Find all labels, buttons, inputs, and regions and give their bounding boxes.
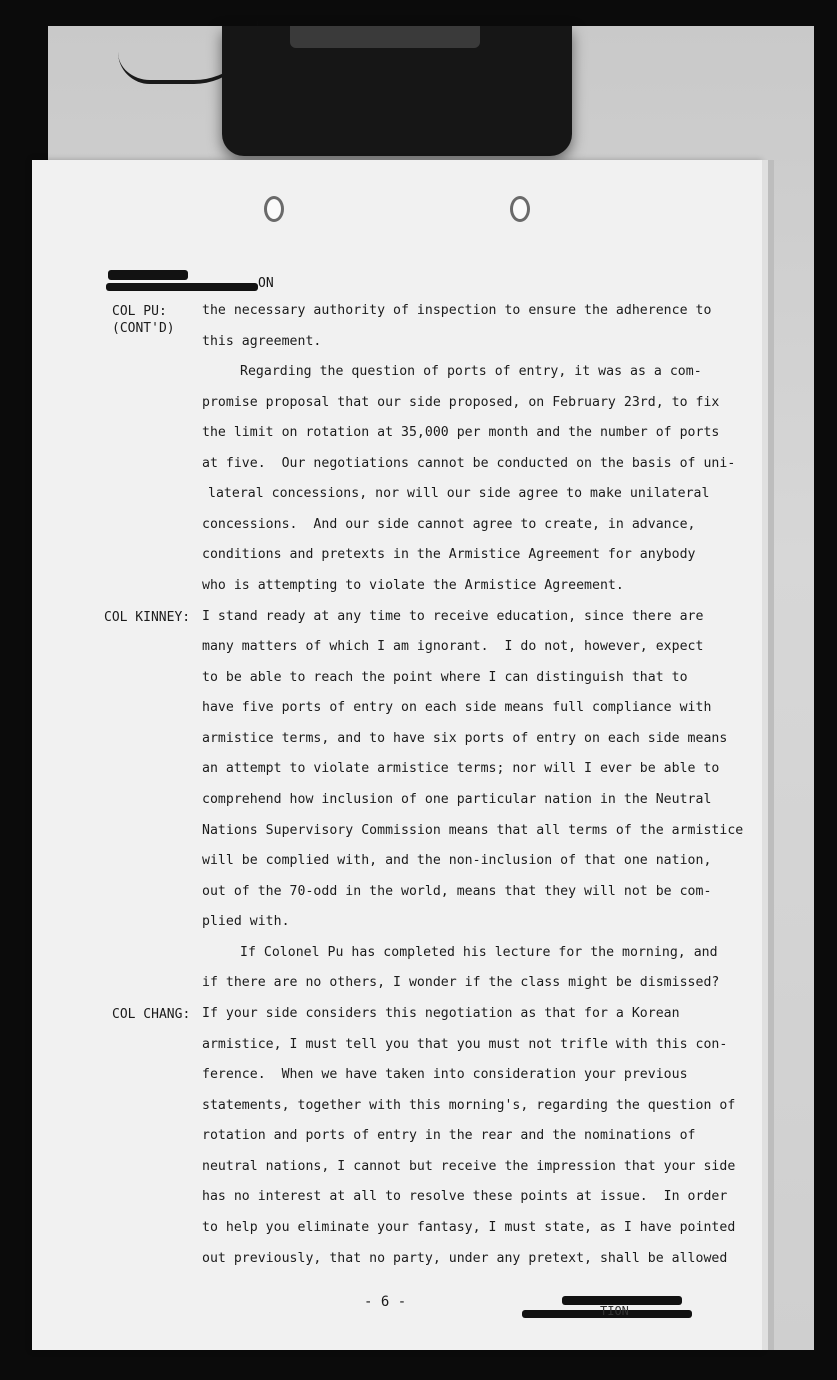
text-line: concessions. And our side cannot agree to create, in advance, <box>202 517 696 532</box>
text-line: Nations Supervisory Commission means that all terms of the armistice <box>202 823 744 838</box>
text-line: armistice, I must tell you that you must not trifle with this con- <box>202 1037 728 1052</box>
text-line: who is attempting to violate the Armistice Agreement. <box>202 578 624 593</box>
text-line: out of the 70-odd in the world, means that they will not be com- <box>202 884 712 899</box>
text-line: neutral nations, I cannot but receive the impression that your side <box>202 1159 736 1174</box>
redaction-bar <box>106 283 258 291</box>
text-line: If your side considers this negotiation as that for a Korean <box>202 1006 680 1021</box>
text-line: promise proposal that our side proposed, on February 23rd, to fix <box>202 395 720 410</box>
speaker-col-kinney: COL KINNEY: <box>104 610 191 625</box>
text-line: rotation and ports of entry in the rear and the nominations of <box>202 1128 696 1143</box>
text-line: the necessary authority of inspection to ensure the adherence to <box>202 303 712 318</box>
text-line: has no interest at all to resolve these points at issue. In order <box>202 1189 728 1204</box>
header-classification-text: ON <box>258 276 274 291</box>
redaction-bar <box>108 270 188 280</box>
text-line: ference. When we have taken into consideration your previous <box>202 1067 688 1082</box>
clip-counter <box>290 26 480 48</box>
footer-classification-redacted <box>522 1296 692 1328</box>
punch-hole-left <box>264 196 284 222</box>
text-line: have five ports of entry on each side means full compliance with <box>202 700 712 715</box>
text-line: to be able to reach the point where I can distinguish that to <box>202 670 688 685</box>
text-line: conditions and pretexts in the Armistice Agreement for anybody <box>202 547 696 562</box>
text-line: many matters of which I am ignorant. I do not, however, expect <box>202 639 704 654</box>
text-line: lateral concessions, nor will our side agree to make unilateral <box>208 486 710 501</box>
text-line: will be complied with, and the non-inclusion of that one nation, <box>202 853 712 868</box>
text-line: statements, together with this morning's, regarding the question of <box>202 1098 736 1113</box>
text-line: at five. Our negotiations cannot be conducted on the basis of uni- <box>202 456 736 471</box>
speaker-col-chang: COL CHANG: <box>112 1007 191 1022</box>
document-page <box>32 160 762 1350</box>
text-line: Regarding the question of ports of entry, it was as a com- <box>240 364 702 379</box>
text-line: this agreement. <box>202 334 322 349</box>
punch-hole-right <box>510 196 530 222</box>
text-line: if there are no others, I wonder if the class might be dismissed? <box>202 975 720 990</box>
text-line: comprehend how inclusion of one particular nation in the Neutral <box>202 792 712 807</box>
speaker-col-pu: COL PU: (CONT'D) <box>112 304 175 336</box>
text-line: armistice terms, and to have six ports of entry on each side means <box>202 731 728 746</box>
footer-classification-text: TION <box>600 1304 629 1318</box>
header-classification-redacted <box>106 270 296 296</box>
text-line: plied with. <box>202 914 290 929</box>
text-line: I stand ready at any time to receive education, since there are <box>202 609 704 624</box>
text-line: out previously, that no party, under any pretext, shall be allowed <box>202 1251 728 1266</box>
text-line: the limit on rotation at 35,000 per month and the number of ports <box>202 425 720 440</box>
text-line: an attempt to violate armistice terms; nor will I ever be able to <box>202 761 720 776</box>
page-number: - 6 - <box>364 1294 407 1310</box>
text-line: to help you eliminate your fantasy, I must state, as I have pointed <box>202 1220 736 1235</box>
text-line: If Colonel Pu has completed his lecture for the morning, and <box>240 945 718 960</box>
